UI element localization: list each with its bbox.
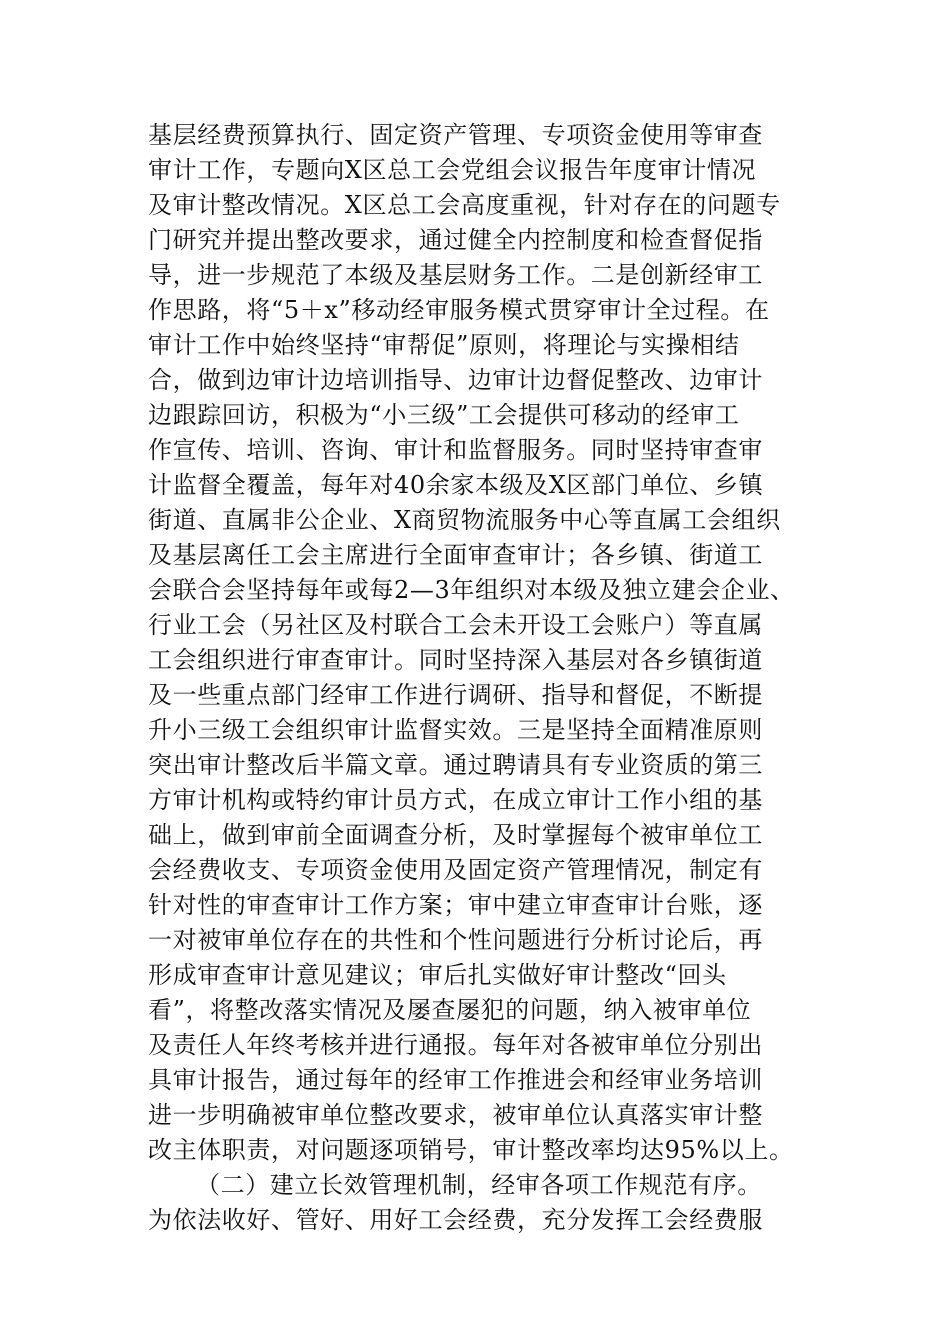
text-line: 及审计整改情况。X区总工会高度重视，针对存在的问题专 <box>148 191 781 219</box>
text-line: 础上，做到审前全面调查分析，及时掌握每个被审单位工 <box>148 821 763 849</box>
text-line: 审计工作中始终坚持“审帮促”原则，将理论与实操相结 <box>148 331 740 359</box>
text-line: 及基层离任工会主席进行全面审查审计；各乡镇、街道工 <box>148 541 763 569</box>
text-line: 升小三级工会组织审计监督实效。三是坚持全面精准原则 <box>148 716 763 744</box>
text-line: 进一步明确被审单位整改要求，被审单位认真落实审计整 <box>148 1101 763 1129</box>
text-line: 会经费收支、专项资金使用及固定资产管理情况，制定有 <box>148 856 763 884</box>
text-line: 作宣传、培训、咨询、审计和监督服务。同时坚持审查审 <box>148 436 763 464</box>
section-heading: （二）建立长效管理机制，经审各项工作规范有序。 <box>196 1171 762 1199</box>
text-line: 具审计报告，通过每年的经审工作推进会和经审业务培训 <box>148 1066 763 1094</box>
text-line: 及一些重点部门经审工作进行调研、指导和督促，不断提 <box>148 681 763 709</box>
text-line: 一对被审单位存在的共性和个性问题进行分析讨论后，再 <box>148 926 763 954</box>
text-line: 街道、直属非公企业、X商贸物流服务中心等直属工会组织 <box>148 506 781 534</box>
text-line: 行业工会（另社区及村联合工会未开设工会账户）等直属 <box>148 611 763 639</box>
text-line: 为依法收好、管好、用好工会经费，充分发挥工会经费服 <box>148 1206 763 1234</box>
text-line: 合，做到边审计边培训指导、边审计边督促整改、边审计 <box>148 366 763 394</box>
text-line: 及责任人年终考核并进行通报。每年对各被审单位分别出 <box>148 1031 763 1059</box>
body-text <box>148 118 828 1238</box>
text-line: 改主体职责，对问题逐项销号，审计整改率均达95%以上。 <box>148 1136 794 1164</box>
text-line: 审计工作，专题向X区总工会党组会议报告年度审计情况 <box>148 156 757 184</box>
text-line: 突出审计整改后半篇文章。通过聘请具有专业资质的第三 <box>148 751 763 779</box>
text-line: 导，进一步规范了本级及基层财务工作。二是创新经审工 <box>148 261 763 289</box>
text-line: 计监督全覆盖，每年对40余家本级及X区部门单位、乡镇 <box>148 471 764 499</box>
text-line: 会联合会坚持每年或每2—3年组织对本级及独立建会企业、 <box>148 576 795 604</box>
text-line: 门研究并提出整改要求，通过健全内控制度和检查督促指 <box>148 226 763 254</box>
text-line: 看”，将整改落实情况及屡查屡犯的问题，纳入被审单位 <box>148 996 752 1024</box>
text-line: 方审计机构或特约审计员方式，在成立审计工作小组的基 <box>148 786 763 814</box>
text-line: 边跟踪回访，积极为“小三级”工会提供可移动的经审工 <box>148 401 740 429</box>
text-line: 基层经费预算执行、固定资产管理、专项资金使用等审查 <box>148 121 763 149</box>
text-line: 形成审查审计意见建议；审后扎实做好审计整改“回头 <box>148 961 727 989</box>
text-line: 工会组织进行审查审计。同时坚持深入基层对各乡镇街道 <box>148 646 763 674</box>
text-line: 作思路，将“5＋x”移动经审服务模式贯穿审计全过程。在 <box>148 296 770 324</box>
text-line: 针对性的审查审计工作方案；审中建立审查审计台账，逐 <box>148 891 763 919</box>
